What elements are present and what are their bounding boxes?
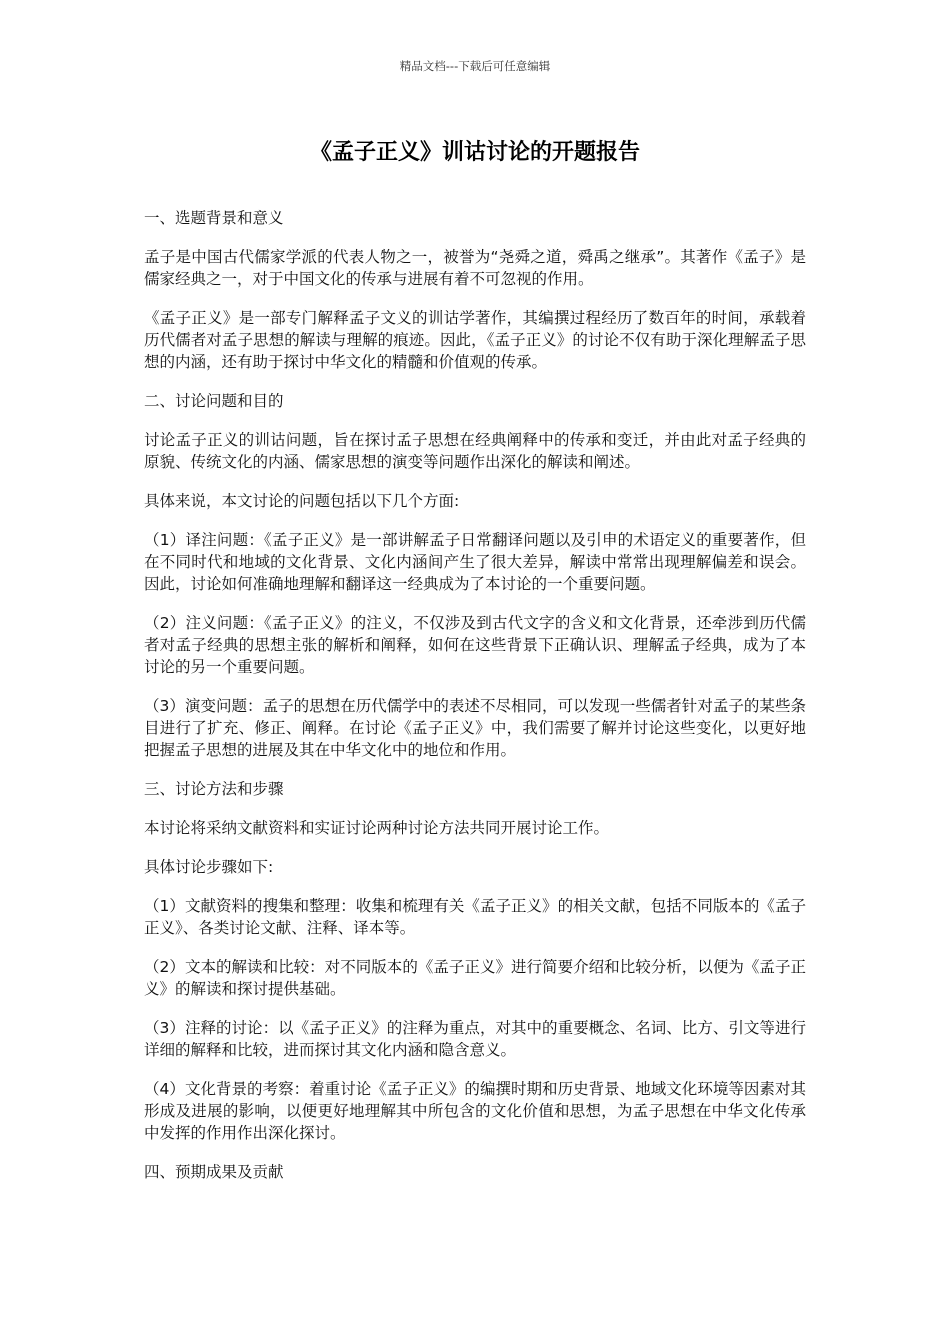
list-item: （1）文献资料的搜集和整理：收集和梳理有关《孟子正义》的相关文献，包括不同版本的《孟子正义》、各类讨论文献、注释、译本等。	[144, 897, 806, 937]
list-item: （3）注释的讨论：以《孟子正义》的注释为重点，对其中的重要概念、名词、比方、引文等进行详细的解释和比较，进而探讨其文化内涵和隐含意义。	[144, 1019, 806, 1059]
section-heading: 四、预期成果及贡献	[144, 1163, 284, 1181]
paragraph: 讨论孟子正义的训诂问题，旨在探讨孟子思想在经典阐释中的传承和变迁，并由此对孟子经典的原貌、传统文化的内涵、儒家思想的演变等问题作出深化的解读和阐述。	[144, 431, 806, 471]
paragraph: 《孟子正义》是一部专门解释孟子文义的训诂学著作，其编撰过程经历了数百年的时间，承载着历代儒者对孟子思想的解读与理解的痕迹。因此，《孟子正义》的讨论不仅有助于深化理解孟子思想的内涵，还有助于探讨中华文化的精髓和价值观的传承。	[144, 309, 806, 371]
list-item: （4）文化背景的考察：着重讨论《孟子正义》的编撰时期和历史背景、地域文化环境等因素对其形成及进展的影响，以便更好地理解其中所包含的文化价值和思想，为孟子思想在中华文化传承中发挥的作用作出深化探讨。	[144, 1080, 806, 1142]
paragraph: 具体讨论步骤如下:	[144, 858, 274, 876]
document-title: 《孟子正义》训诂讨论的开题报告	[309, 140, 640, 165]
header-note: 精品文档---下载后可任意编辑	[399, 59, 551, 73]
section-heading: 二、讨论问题和目的	[144, 392, 284, 410]
list-item: （2）注义问题：《孟子正义》的注义，不仅涉及到古代文字的含义和文化背景，还牵涉到历代儒者对孟子经典的思想主张的解析和阐释，如何在这些背景下正确认识、理解孟子经典，成为了本讨论的另一个重要问题。	[144, 614, 806, 676]
section-heading: 三、讨论方法和步骤	[144, 780, 284, 798]
section-heading: 一、选题背景和意义	[144, 209, 284, 227]
paragraph: 具体来说，本文讨论的问题包括以下几个方面:	[144, 492, 460, 510]
document-body	[144, 207, 806, 1200]
list-item: （2）文本的解读和比较：对不同版本的《孟子正义》进行简要介绍和比较分析，以便为《孟子正义》的解读和探讨提供基础。	[144, 958, 806, 998]
paragraph: 本讨论将采纳文献资料和实证讨论两种讨论方法共同开展讨论工作。	[144, 819, 610, 837]
paragraph: 孟子是中国古代儒家学派的代表人物之一，被誉为“尧舜之道，舜禹之继承”。其著作《孟子》是儒家经典之一，对于中国文化的传承与进展有着不可忽视的作用。	[144, 248, 806, 288]
list-item: （3）演变问题：孟子的思想在历代儒学中的表述不尽相同，可以发现一些儒者针对孟子的某些条目进行了扩充、修正、阐释。在讨论《孟子正义》中，我们需要了解并讨论这些变化，以更好地把握孟子思想的进展及其在中华文化中的地位和作用。	[144, 697, 806, 759]
list-item: （1）译注问题：《孟子正义》是一部讲解孟子日常翻译问题以及引申的术语定义的重要著作，但在不同时代和地域的文化背景、文化内涵间产生了很大差异，解读中常常出现理解偏差和误会。因此，讨论如何准确地理解和翻译这一经典成为了本讨论的一个重要问题。	[144, 531, 806, 593]
